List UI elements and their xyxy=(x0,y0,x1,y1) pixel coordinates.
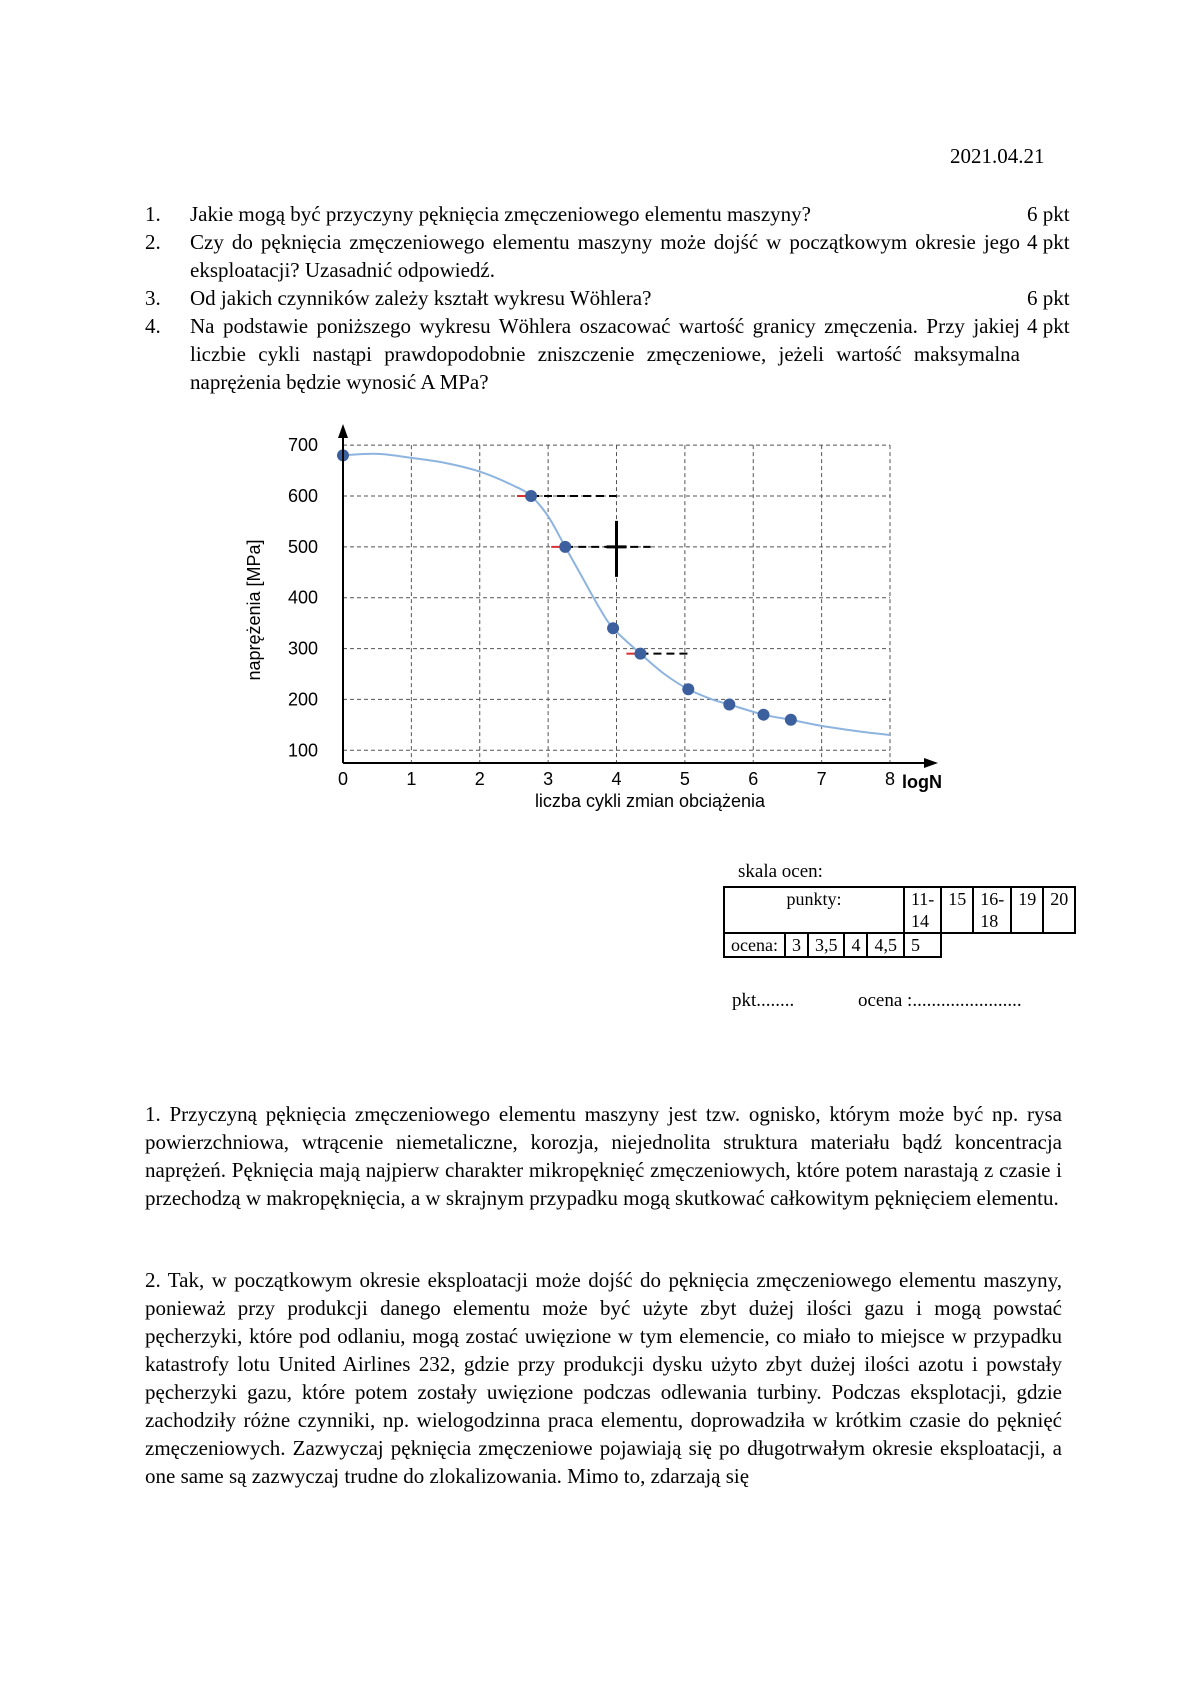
grading-table xyxy=(723,886,1076,958)
data-point xyxy=(607,622,619,634)
points-cell: 11- 14 xyxy=(904,887,941,933)
x-tick-label: 3 xyxy=(543,769,554,789)
empty-cell xyxy=(1043,933,1075,957)
data-point xyxy=(559,541,571,553)
question-number: 3. xyxy=(145,286,161,310)
y-tick-label: 100 xyxy=(288,740,319,761)
question-text: Na podstawie poniższego wykresu Wöhlera oszacować wartość granicy zmęczenia. Przy jakiej liczbie cykli nastąpi prawdopodobnie zniszczenie zmęczeniowe, jeżeli wartość maksymalna naprężenia będzie wynosić A MPa? xyxy=(190,314,1020,394)
grading-points-row xyxy=(724,887,1075,933)
x-tick-label: 8 xyxy=(884,769,896,789)
answer-1: 1. Przyczyną pęknięcia zmęczeniowego elementu maszyny jest tzw. ognisko, którym może być np. rysa powierzchniowa, wtrącenie niemetaliczne, korozja, niejednolita struktura materiału bądź koncentracja naprężeń. Pęknięcia mają najpierw charakter mikropęknięć zmęczeniowych, które potem narastają z czasie i przechodzą w makropęknięcia, a w skrajnym przypadku mogą skutkować całkowitym pęknięciem elementu. xyxy=(145,1102,1062,1210)
x-tick-label: 2 xyxy=(474,769,485,789)
y-tick-label: 600 xyxy=(288,486,319,507)
data-point xyxy=(525,490,537,502)
x-axis-label: liczba cykli zmian obciążenia xyxy=(534,791,766,811)
points-cell: 16- 18 xyxy=(973,887,1011,933)
y-tick-label: 200 xyxy=(288,689,319,710)
points-cell: 19 xyxy=(1011,887,1043,933)
pkt-line: pkt........ xyxy=(732,990,795,1011)
chart-axes xyxy=(338,424,938,768)
x-tick-label: 1 xyxy=(406,769,417,789)
empty-cell xyxy=(973,933,1011,957)
question-points: 4 pkt xyxy=(1027,230,1070,254)
y-axis-label: naprężenia [MPa] xyxy=(244,539,264,681)
data-point xyxy=(723,699,735,711)
x-tick-label: 0 xyxy=(337,769,349,789)
answer-2: 2. Tak, w początkowym okresie eksploatacji może dojść do pęknięcia zmęczeniowego elementu maszyny, ponieważ przy produkcji danego elementu może być użyte zbyt dużej ilości gazu i mogą powstać pęcherzyki, które pod odlaniu, mogą zostać uwięzione w tym elemencie, co miało to miejsce w przypadku katastrofy lotu United Airlines 232, gdzie przy produkcji dysku użyto zbyt dużej ilości azotu i powstały pęcherzyki gazu, które potem zostały uwięzione podczas odlewania turbiny. Podczas eksplotacji, gdzie zachodziły różne czynniki, np. wielogodzinna praca elementu, doprowadziła w krótkim czasie do pęknięć zmęczeniowych. Zazwyczaj pęknięcia zmęczeniowe pojawiają się po długotrwałym okresie eksploatacji, a one same są zazwyczaj trudne do zlokalizowania. Mimo to, zdarzają się xyxy=(145,1268,1062,1488)
x-tick-label: 5 xyxy=(679,769,690,789)
chart-grid xyxy=(343,445,890,763)
question-text: Czy do pęknięcia zmęczeniowego elementu maszyny może dojść w początkowym okresie jego eksploatacji? Uzasadnić odpowiedź. xyxy=(190,230,1020,282)
question-number: 2. xyxy=(145,230,161,254)
x-tick-label: 6 xyxy=(748,769,759,789)
x-tick-label: 4 xyxy=(611,769,622,789)
question-text: Jakie mogą być przyczyny pęknięcia zmęczeniowego elementu maszyny? xyxy=(190,202,811,226)
question-points: 4 pkt xyxy=(1027,314,1070,338)
grading-grades-row xyxy=(724,933,1075,957)
question-text: Od jakich czynników zależy kształt wykresu Wöhlera? xyxy=(190,286,652,310)
y-tick-label: 700 xyxy=(288,435,319,456)
document-date: 2021.04.21 xyxy=(950,144,1045,168)
chart-points xyxy=(337,449,797,725)
question-number: 1. xyxy=(145,202,161,226)
y-tick-label: 500 xyxy=(288,536,319,557)
x-tick-label: 7 xyxy=(816,769,827,789)
data-point xyxy=(785,714,797,726)
ocena-line: ocena :....................... xyxy=(858,990,1022,1011)
grade-cell: 5 xyxy=(904,933,941,957)
grade-cell: 4 xyxy=(844,933,867,957)
points-cell: 20 xyxy=(1043,887,1075,933)
data-point xyxy=(634,648,646,660)
question-points: 6 pkt xyxy=(1027,286,1070,310)
y-tick-label: 400 xyxy=(288,587,319,608)
empty-cell xyxy=(1011,933,1043,957)
question-number: 4. xyxy=(145,314,161,338)
wohler-chart xyxy=(240,420,960,820)
y-tick-label: 300 xyxy=(288,638,319,659)
data-point xyxy=(758,709,770,721)
grading-title: skala ocen: xyxy=(738,861,823,882)
grade-label: ocena: xyxy=(724,933,785,957)
grade-cell: 3,5 xyxy=(808,933,845,957)
empty-cell xyxy=(941,933,973,957)
points-cell: 15 xyxy=(941,887,973,933)
data-point xyxy=(682,683,694,695)
grade-cell: 4,5 xyxy=(867,933,904,957)
y-tick-labels xyxy=(288,435,318,760)
x-axis-name: logN xyxy=(902,772,942,792)
grade-cell: 3 xyxy=(785,933,808,957)
x-tick-labels xyxy=(338,769,895,789)
chart-annotations xyxy=(517,496,688,654)
question-points: 6 pkt xyxy=(1027,202,1070,226)
points-label: punkty: xyxy=(724,887,904,933)
